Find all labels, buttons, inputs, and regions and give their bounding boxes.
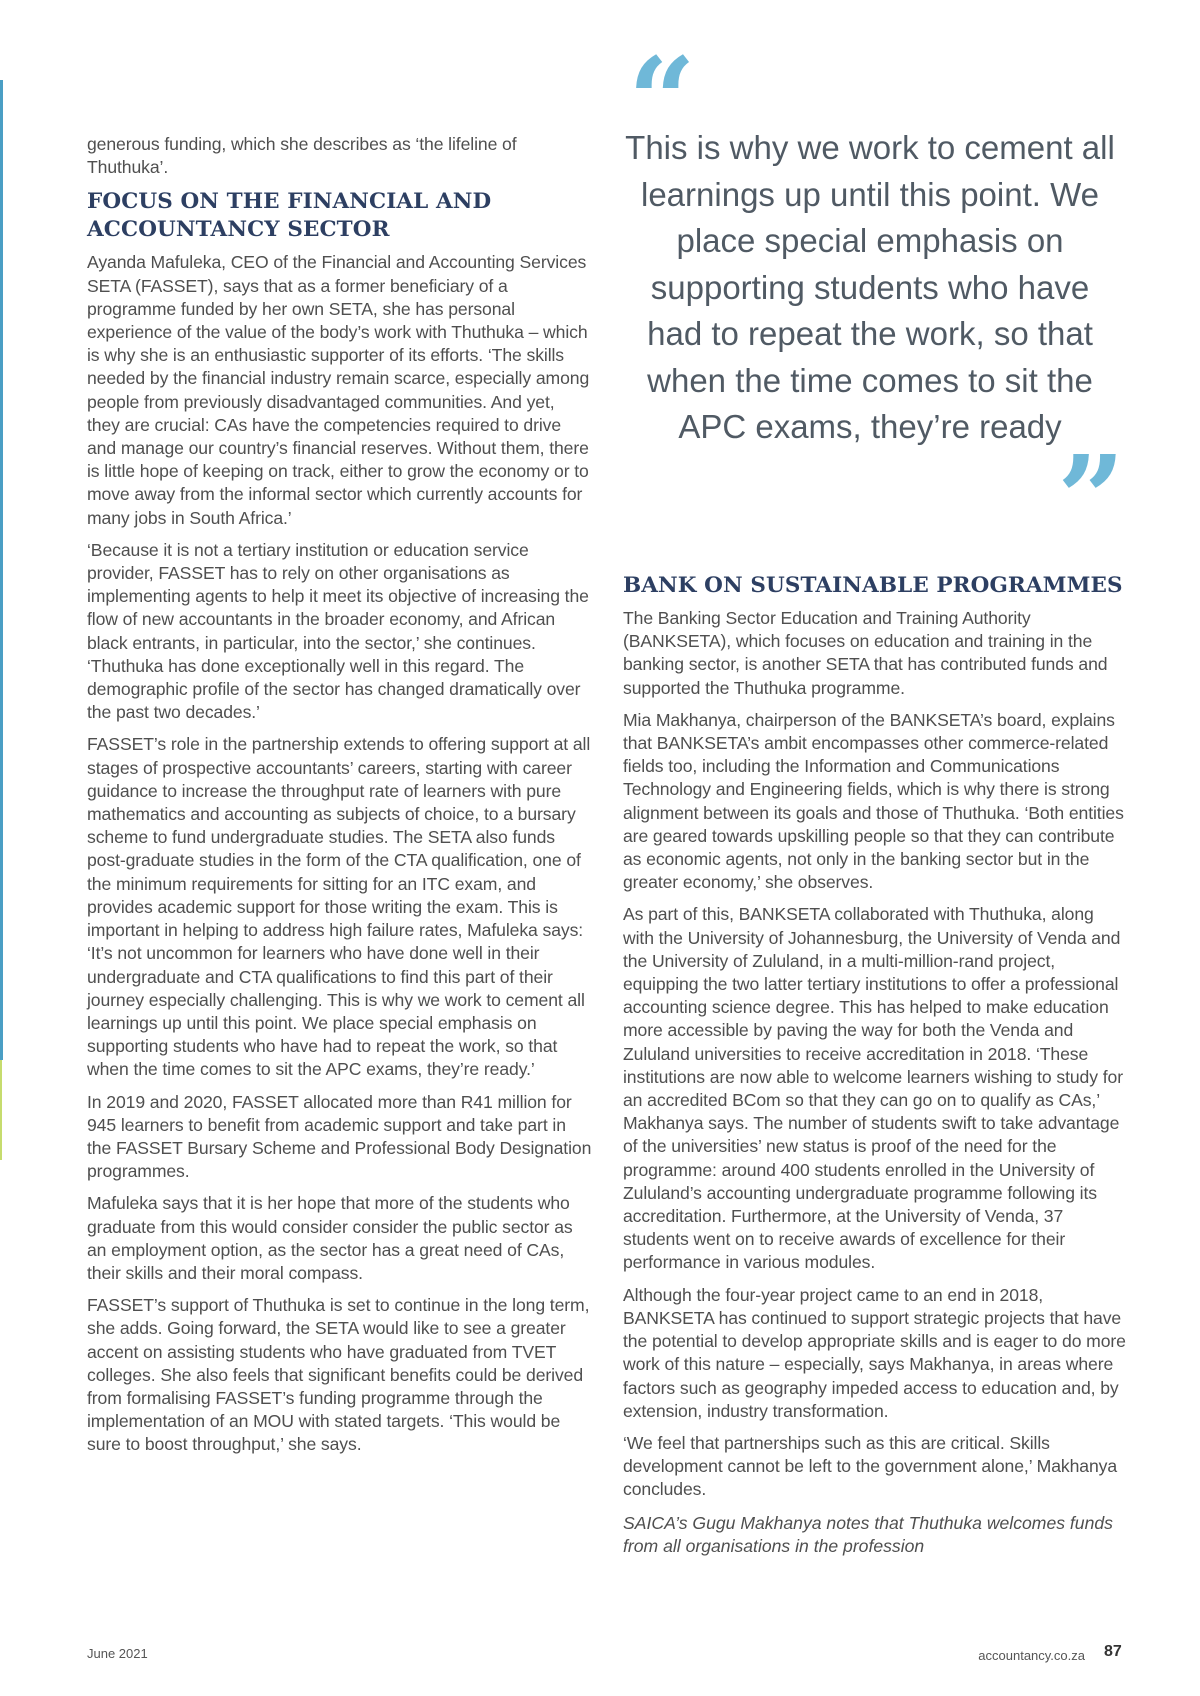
paragraph: ‘We feel that partnerships such as this are critical. Skills development cannot be left to the government alone,’ Makhanya concludes. (623, 1432, 1118, 1500)
left-column (87, 133, 592, 1466)
right-column (623, 568, 1128, 1558)
paragraph: ‘Because it is not a tertiary institution or education service provider, FASSET has to rely on other organisations as implementing agents to help it meet its objective of increasing the flow of new accountants in the broader economy, and African black entrants, in particular, into the sector,’ she continues. ‘Thuthuka has done exceptionally well in this regard. The demographic profile of the sector has changed dramatically over the past two decades.’ (87, 539, 589, 723)
section-heading-financial: FOCUS ON THE FINANCIAL AND ACCOUNTANCY SECTOR (87, 189, 492, 243)
open-quote-icon: “ (628, 31, 696, 170)
paragraph: Ayanda Mafuleka, CEO of the Financial and Accounting Services SETA (FASSET), says that as a former beneficiary of a programme funded by her own SETA, she has personal experience of the value of the body’s work with Thuthuka – which is why she is an enthusiastic supporter of its efforts. ‘The skills needed by the financial industry remain scarce, especially among people from previously disadvantaged communities. And yet, they are crucial: CAs have the competencies required to drive and manage our country’s financial reserves. Without them, there is little hope of keeping on track, either to grow the economy or to move away from the informal sector which currently accounts for many jobs in South Africa.’ (87, 252, 590, 528)
paragraph: FASSET’s support of Thuthuka is set to continue in the long term, she adds. Going forward, the SETA would like to see a greater accent on assisting students who have graduated from TVET colleges. She also feels that significant benefits could be derived from formalising FASSET’s funding programme through the implementation of an MOU with stated targets. ‘This would be sure to boost throughput,’ she says. (87, 1295, 590, 1455)
section-heading-bank: BANK ON SUSTAINABLE PROGRAMMES (623, 573, 1123, 598)
page-number: 87 (1104, 1643, 1122, 1660)
paragraph: Mia Makhanya, chairperson of the BANKSETA’s board, explains that BANKSETA’s ambit encompasses other commerce-related fields too, including the Information and Communications Technology and Engineering fields, which is why there is strong alignment between its goals and those of Thuthuka. ‘Both entities are geared towards upskilling people so that they can contribute as economic agents, not only in the banking sector but in the greater economy,’ she observes. (623, 709, 1124, 893)
edge-accent-line-lower (0, 1060, 2, 1160)
paragraph-intro: generous funding, which she describes as ‘the lifeline of Thuthuka’. (87, 134, 517, 178)
paragraph: The Banking Sector Education and Training Authority (BANKSETA), which focuses on education and training in the banking sector, is another SETA that has contributed funds and supported the Thuthuka programme. (623, 608, 1108, 698)
footer-site: accountancy.co.za (978, 1648, 1085, 1663)
close-quote-icon: ” (1057, 429, 1125, 568)
paragraph: FASSET’s role in the partnership extends to offering support at all stages of prospective accountants’ careers, starting with career guidance to increase the throughput rate of learners with pure mathematics and accounting as subjects of choice, to a bursary scheme to fund undergraduate studies. The SETA also funds post-graduate studies in the form of the CTA qualification, one of the minimum requirements for sitting for an ITC exam, and provides academic support for those writing the exam. This is important in helping to address high failure rates, Mafuleka says: ‘It’s not uncommon for learners who have done well in their undergraduate and CTA qualifications to find this part of their journey especially challenging. This is why we work to cement all learnings up until this point. We place special emphasis on supporting students who have had to repeat the work, so that when the time comes to sit the APC exams, they’re ready.’ (87, 734, 591, 1080)
footer-date: June 2021 (87, 1646, 148, 1661)
edge-accent-line (0, 80, 3, 1060)
photo-caption: SAICA’s Gugu Makhanya notes that Thuthuka welcomes funds from all organisations in the profession (623, 1512, 1113, 1556)
paragraph: Mafuleka says that it is her hope that more of the students who graduate from this would consider consider the public sector as an employment option, as the sector has a great need of CAs, their skills and their moral compass. (87, 1193, 573, 1283)
paragraph: As part of this, BANKSETA collaborated with Thuthuka, along with the University of Johannesburg, the University of Venda and the University of Zululand, in a multi-million-rand project, equipping the two latter tertiary institutions to offer a professional accounting science degree. This has helped to make education more accessible by paving the way for both the Venda and Zululand universities to receive accreditation in 2018. ‘These institutions are now able to welcome learners wishing to study for an accredited BCom so that they can go on to qualify as CAs,’ Makhanya says. The number of students swift to take advantage of the universities’ new status is proof of the need for the programme: around 400 students enrolled in the University of Zululand’s accounting undergraduate programme following its accreditation. Furthermore, at the University of Venda, 37 students went on to receive awards of excellence for their performance in various modules. (623, 904, 1123, 1273)
paragraph: Although the four-year project came to an end in 2018, BANKSETA has continued to support strategic projects that have the potential to develop appropriate skills and is eager to do more work of this nature – especially, says Makhanya, in areas where factors such as geography impeded access to education and, by extension, industry transformation. (623, 1284, 1126, 1421)
pull-quote-text: This is why we work to cement all learnings up until this point. We place special emphasis on supporting students who have had to repeat the work, so that when the time comes to sit the APC exams, they’re ready (625, 129, 1115, 445)
pull-quote (620, 31, 1125, 568)
paragraph: In 2019 and 2020, FASSET allocated more than R41 million for 945 learners to benefit from academic support and take part in the FASSET Bursary Scheme and Professional Body Designation programmes. (87, 1091, 592, 1182)
